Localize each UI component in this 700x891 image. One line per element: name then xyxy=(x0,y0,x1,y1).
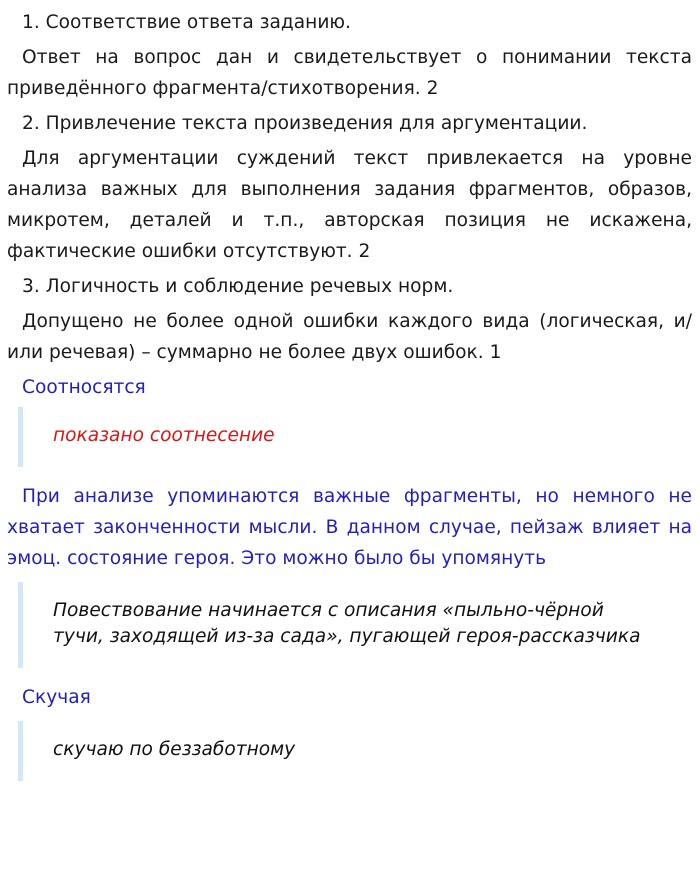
comment-2-remark: При анализе упоминаются важные фрагменты, но немного не хватает законченности мысли. В данном случае, пейзаж влияет на эмоц. состояние героя. Это можно было бы упомянуть xyxy=(7,486,692,569)
criterion-3-title: 3. Логичность и соблюдение речевых норм. xyxy=(22,276,454,297)
criterion-1-description: Ответ на вопрос дан и свидетельствует о понимании текста приведённого фрагмента/стихотворения. 2 xyxy=(7,47,692,99)
criterion-1-title: 1. Соответствие ответа заданию. xyxy=(22,12,351,33)
comment-2-quote-text: Повествование начинается с описания «пыльно-чёрной тучи, заходящей из-за сада», пугающей героя-рассказчика xyxy=(53,600,641,647)
comment-3-quote xyxy=(18,721,692,781)
comment-3-quote-text: скучаю по беззаботному xyxy=(53,739,296,760)
criterion-3-description: Допущено не более одной ошибки каждого вида (логическая, и/или речевая) – суммарно не более двух ошибок. 1 xyxy=(7,311,692,363)
comment-2-quote xyxy=(18,582,692,668)
comment-1-quote xyxy=(18,407,692,467)
criterion-2-title: 2. Привлечение текста произведения для аргументации. xyxy=(22,113,588,134)
comment-1-quote-text: показано соотнесение xyxy=(53,425,275,446)
criterion-2-description: Для аргументации суждений текст привлекается на уровне анализа важных для выполнения задания фрагментов, образов, микротем, деталей и т.п., авторская позиция не искажена, фактические ошибки отсутствуют. 2 xyxy=(7,148,692,262)
comment-1-remark: Соотносятся xyxy=(22,377,146,398)
comment-3-remark: Скучая xyxy=(22,687,91,708)
